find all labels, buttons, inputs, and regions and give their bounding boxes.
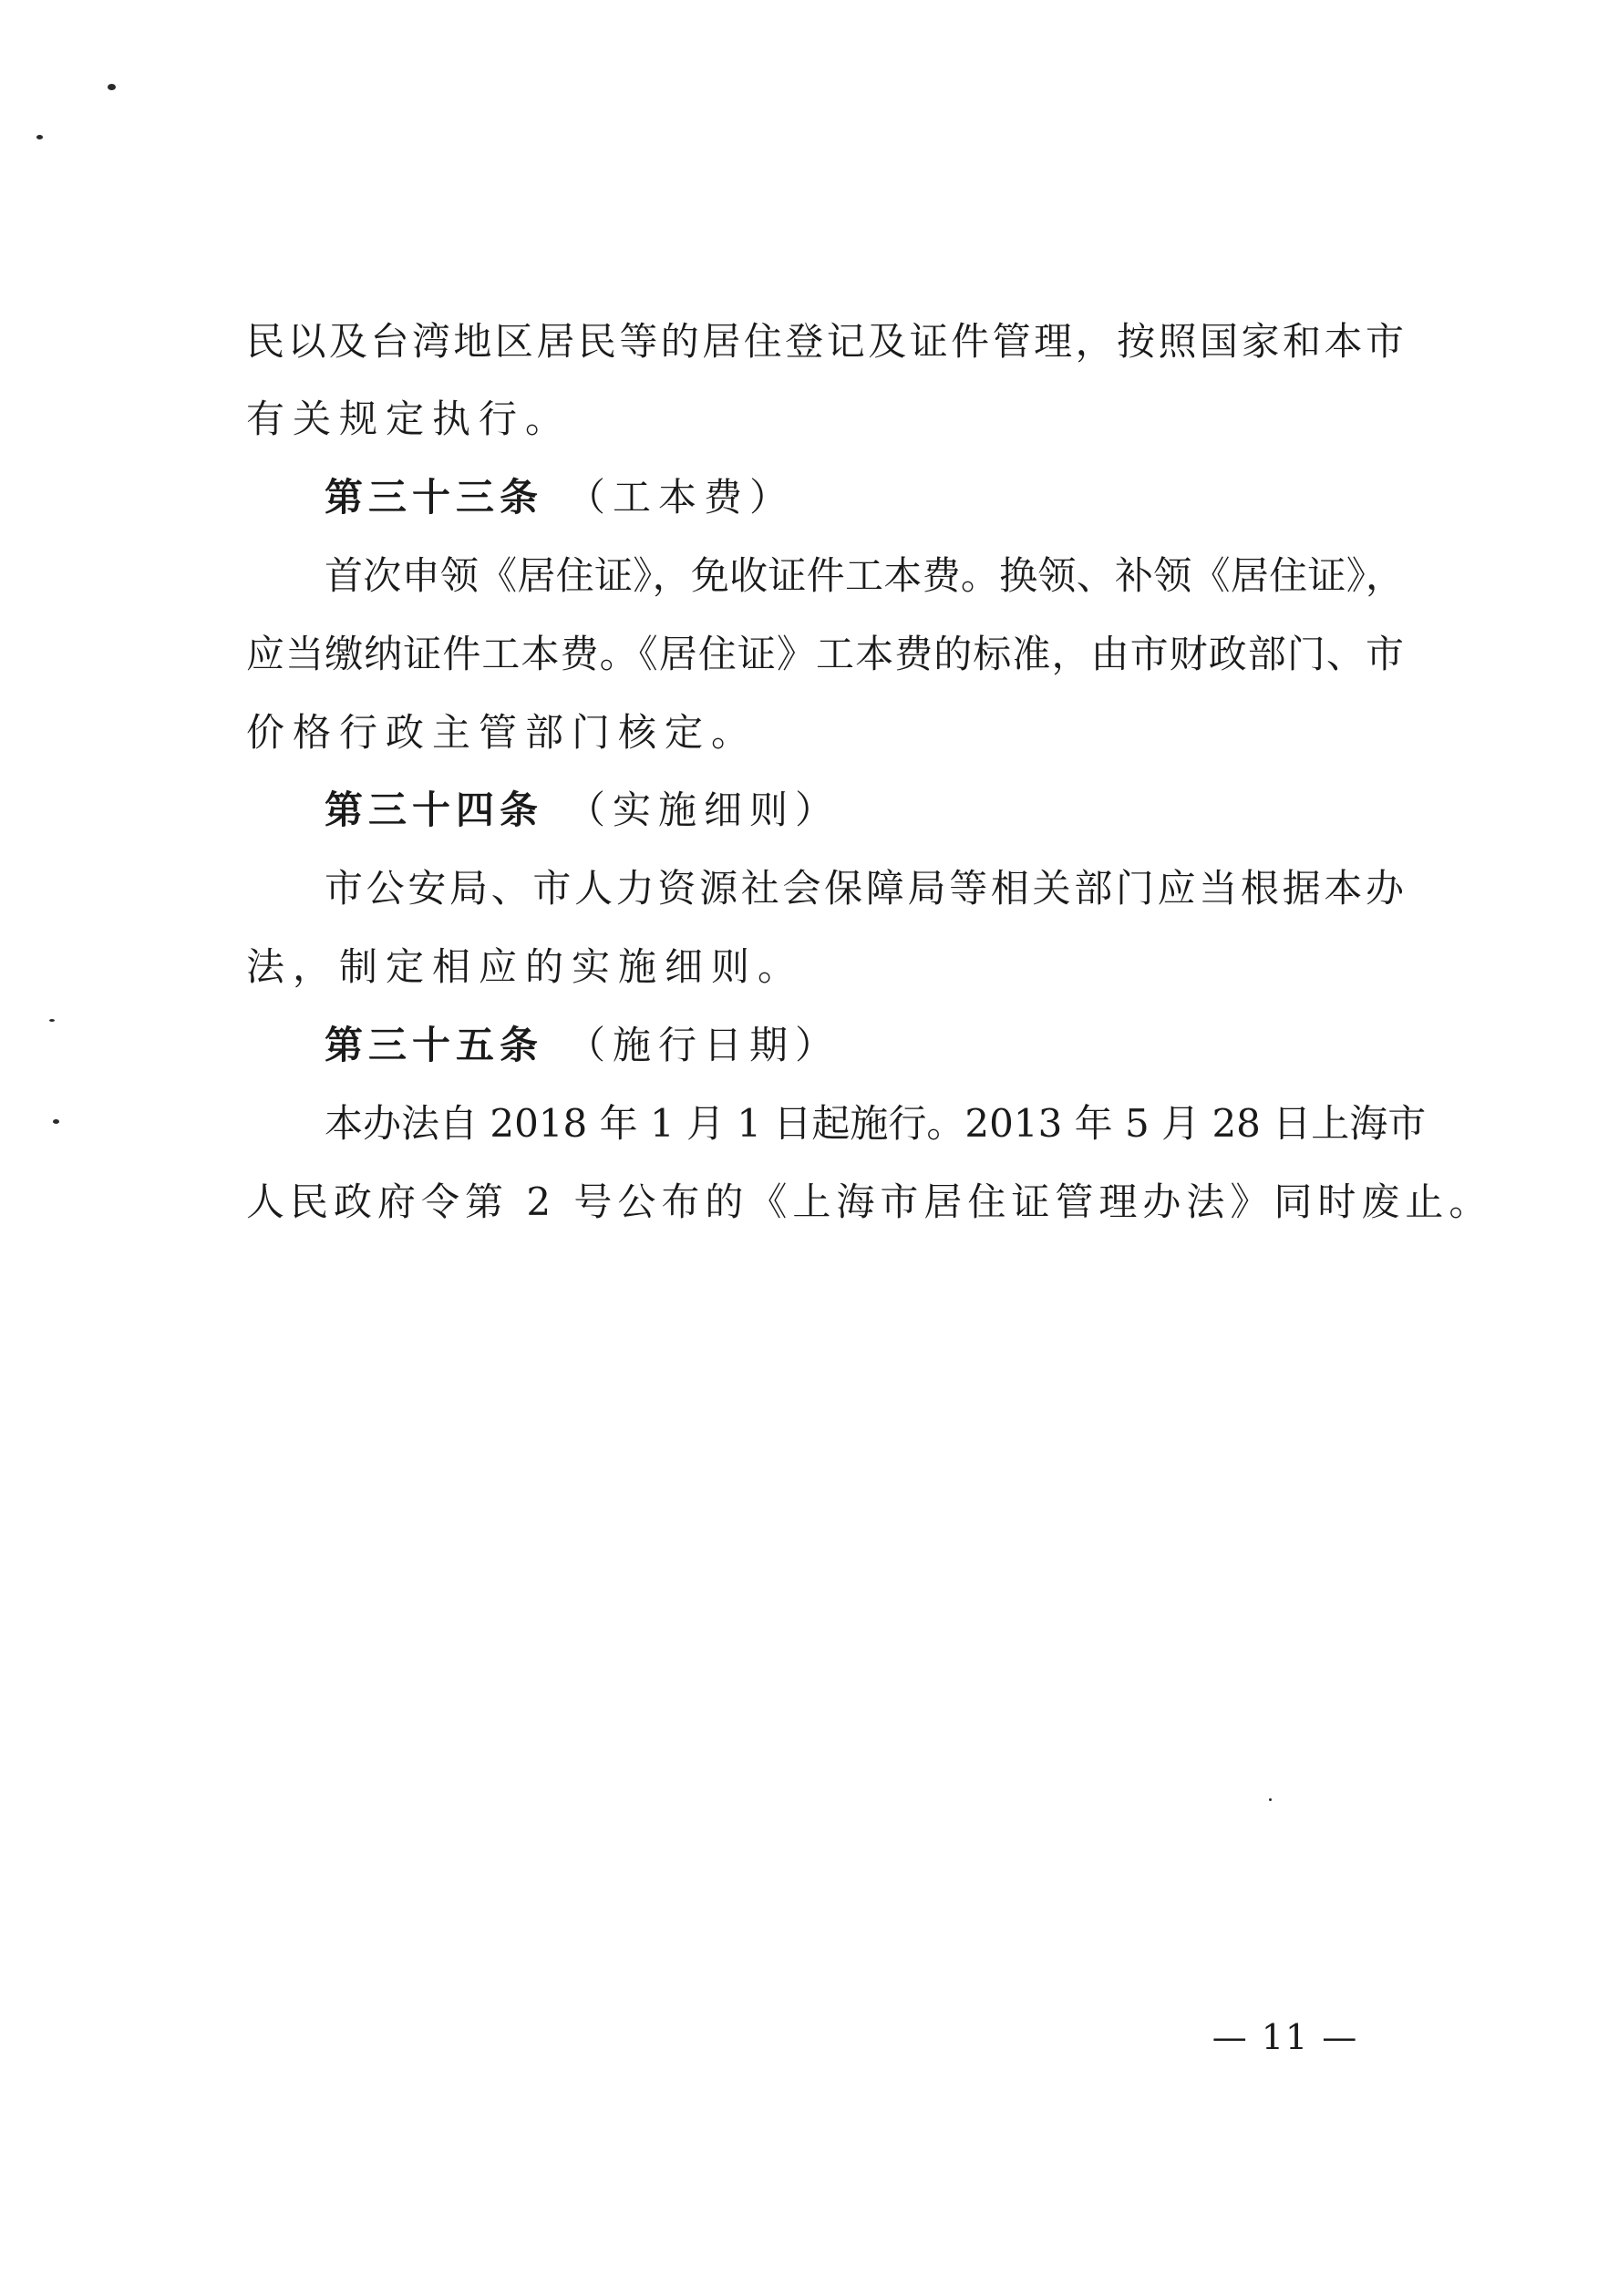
- paragraph-line: 本办法自 2018 年 1 月 1 日起施行。2013 年 5 月 28 日上海市: [325, 1101, 1427, 1146]
- paragraph-line: 首次申领《居住证》，免收证件工本费。换领、补领《居住证》，: [325, 553, 1404, 598]
- article-heading: 第三十五条: [325, 1023, 544, 1067]
- article-34-heading-row: [325, 783, 1404, 838]
- paragraph-line: 价格行政主管部门核定。: [246, 710, 758, 755]
- scan-speck: [36, 135, 43, 139]
- article-35-heading-row: [325, 1018, 1404, 1073]
- paragraph-line: 有关规定执行。: [246, 396, 572, 441]
- paragraph-line: 应当缴纳证件工本费。《居住证》工本费的标准，由市财政部门、市: [246, 632, 1404, 676]
- scan-speck: [108, 84, 116, 90]
- paragraph-line: 市公安局、市人力资源社会保障局等相关部门应当根据本办: [325, 866, 1404, 911]
- page-number: — 11 —: [1212, 2017, 1359, 2057]
- paragraph-line: 法，制定相应的实施细则。: [246, 944, 805, 989]
- paragraph-line: 人民政府令第 2 号公布的《上海市居住证管理办法》同时废止。: [246, 1179, 1493, 1224]
- scan-speck: [53, 1119, 59, 1124]
- article-subtitle: （工本费）: [567, 475, 796, 520]
- scan-speck: [49, 1019, 55, 1022]
- article-heading: 第三十三条: [325, 475, 544, 520]
- article-subtitle: （实施细则）: [567, 788, 841, 832]
- article-subtitle: （施行日期）: [567, 1023, 841, 1067]
- scan-speck: [1269, 1798, 1272, 1801]
- article-33-heading-row: [325, 470, 1404, 525]
- paragraph-line: 民以及台湾地区居民等的居住登记及证件管理，按照国家和本市: [246, 319, 1404, 364]
- article-heading: 第三十四条: [325, 788, 544, 832]
